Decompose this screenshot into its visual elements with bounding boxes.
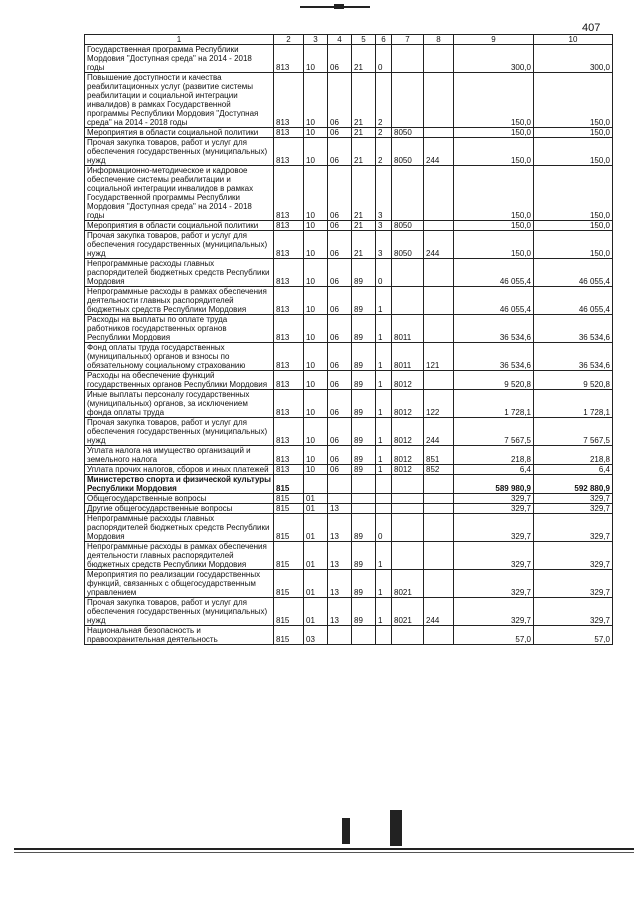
- cell-admin-code: 815: [274, 514, 304, 542]
- cell-program: 89: [352, 418, 376, 446]
- cell-expense-type: [424, 371, 454, 390]
- table-row: [85, 542, 613, 570]
- cell-amount-2015: 218,8: [454, 446, 534, 465]
- cell-subsection: [328, 475, 352, 494]
- cell-expense-type: [424, 494, 454, 504]
- cell-amount-2016: 6,4: [534, 465, 613, 475]
- cell-section: 10: [304, 343, 328, 371]
- table-row: [85, 598, 613, 626]
- cell-name: Уплата налога на имущество организаций и земельного налога: [85, 446, 274, 465]
- cell-target-article: 8012: [392, 446, 424, 465]
- cell-admin-code: 813: [274, 138, 304, 166]
- cell-name: Другие общегосударственные вопросы: [85, 504, 274, 514]
- cell-program: 89: [352, 542, 376, 570]
- scan-artifact-bottom-block: [390, 810, 402, 846]
- column-header: 10: [534, 35, 613, 45]
- cell-amount-2016: 46 055,4: [534, 259, 613, 287]
- cell-target-article: 8012: [392, 371, 424, 390]
- cell-expense-type: 244: [424, 231, 454, 259]
- table-body: [85, 45, 613, 645]
- cell-target-article: [392, 514, 424, 542]
- cell-subprogram: 3: [376, 231, 392, 259]
- cell-amount-2015: 6,4: [454, 465, 534, 475]
- cell-admin-code: 813: [274, 371, 304, 390]
- cell-amount-2016: 329,7: [534, 494, 613, 504]
- cell-admin-code: 813: [274, 315, 304, 343]
- cell-amount-2015: 46 055,4: [454, 259, 534, 287]
- cell-admin-code: 813: [274, 418, 304, 446]
- cell-amount-2016: 329,7: [534, 598, 613, 626]
- cell-expense-type: 244: [424, 598, 454, 626]
- cell-subsection: 13: [328, 570, 352, 598]
- cell-amount-2016: 300,0: [534, 45, 613, 73]
- cell-target-article: 8012: [392, 418, 424, 446]
- cell-name: Министерство спорта и физической культуры Республики Мордовия: [85, 475, 274, 494]
- cell-amount-2015: 329,7: [454, 542, 534, 570]
- cell-section: 01: [304, 494, 328, 504]
- cell-expense-type: [424, 166, 454, 221]
- cell-subprogram: 1: [376, 371, 392, 390]
- cell-admin-code: 813: [274, 73, 304, 128]
- cell-program: 89: [352, 514, 376, 542]
- cell-section: 01: [304, 542, 328, 570]
- column-header: 1: [85, 35, 274, 45]
- cell-section: 03: [304, 626, 328, 645]
- cell-admin-code: 813: [274, 343, 304, 371]
- cell-program: 89: [352, 259, 376, 287]
- bottom-rule: [14, 848, 634, 850]
- cell-subprogram: 2: [376, 128, 392, 138]
- column-header: 3: [304, 35, 328, 45]
- cell-amount-2015: 329,7: [454, 570, 534, 598]
- cell-expense-type: [424, 315, 454, 343]
- table-row: [85, 259, 613, 287]
- cell-program: [352, 494, 376, 504]
- cell-expense-type: [424, 128, 454, 138]
- cell-section: 10: [304, 45, 328, 73]
- table-row: [85, 504, 613, 514]
- cell-expense-type: 851: [424, 446, 454, 465]
- cell-expense-type: [424, 287, 454, 315]
- cell-amount-2015: 57,0: [454, 626, 534, 645]
- cell-subsection: 13: [328, 542, 352, 570]
- cell-amount-2015: 36 534,6: [454, 315, 534, 343]
- cell-amount-2015: 7 567,5: [454, 418, 534, 446]
- cell-name: Непрограммные расходы главных распорядителей бюджетных средств Республики Мордовия: [85, 259, 274, 287]
- cell-expense-type: 244: [424, 138, 454, 166]
- scan-artifact-top-dot: [334, 4, 344, 9]
- cell-amount-2015: 300,0: [454, 45, 534, 73]
- cell-amount-2015: 1 728,1: [454, 390, 534, 418]
- cell-section: 10: [304, 73, 328, 128]
- cell-amount-2015: 150,0: [454, 221, 534, 231]
- cell-section: [304, 475, 328, 494]
- cell-name: Мероприятия в области социальной политики: [85, 221, 274, 231]
- table-row: [85, 231, 613, 259]
- cell-subprogram: 1: [376, 390, 392, 418]
- table-row: [85, 343, 613, 371]
- cell-admin-code: 813: [274, 446, 304, 465]
- cell-section: 10: [304, 446, 328, 465]
- cell-subprogram: 0: [376, 45, 392, 73]
- cell-amount-2016: 150,0: [534, 221, 613, 231]
- cell-target-article: [392, 504, 424, 514]
- table-row: [85, 221, 613, 231]
- cell-section: 10: [304, 315, 328, 343]
- cell-target-article: 8050: [392, 138, 424, 166]
- cell-name: Иные выплаты персоналу государственных (муниципальных) органов, за исключением фонда оплаты труда: [85, 390, 274, 418]
- scan-artifact-bottom: [342, 818, 350, 844]
- cell-name: Прочая закупка товаров, работ и услуг для обеспечения государственных (муниципальных) нужд: [85, 418, 274, 446]
- cell-target-article: [392, 73, 424, 128]
- cell-subprogram: 1: [376, 542, 392, 570]
- table-row: [85, 514, 613, 542]
- cell-subprogram: 0: [376, 259, 392, 287]
- cell-subsection: 06: [328, 128, 352, 138]
- cell-admin-code: 815: [274, 598, 304, 626]
- cell-program: 21: [352, 166, 376, 221]
- cell-target-article: 8012: [392, 465, 424, 475]
- cell-subsection: 06: [328, 166, 352, 221]
- cell-amount-2016: 1 728,1: [534, 390, 613, 418]
- cell-admin-code: 813: [274, 128, 304, 138]
- cell-admin-code: 815: [274, 475, 304, 494]
- cell-section: 10: [304, 465, 328, 475]
- cell-section: 10: [304, 138, 328, 166]
- cell-admin-code: 815: [274, 504, 304, 514]
- cell-name: Государственная программа Республики Мордовия "Доступная среда" на 2014 - 2018 годы: [85, 45, 274, 73]
- cell-amount-2016: 36 534,6: [534, 343, 613, 371]
- column-header: 2: [274, 35, 304, 45]
- cell-subsection: 13: [328, 514, 352, 542]
- cell-target-article: 8050: [392, 221, 424, 231]
- column-header: 4: [328, 35, 352, 45]
- cell-admin-code: 813: [274, 390, 304, 418]
- cell-expense-type: [424, 221, 454, 231]
- cell-admin-code: 813: [274, 287, 304, 315]
- cell-subprogram: 2: [376, 138, 392, 166]
- cell-target-article: 8021: [392, 570, 424, 598]
- cell-subsection: [328, 626, 352, 645]
- cell-program: 89: [352, 598, 376, 626]
- cell-target-article: [392, 494, 424, 504]
- cell-subprogram: 1: [376, 287, 392, 315]
- cell-amount-2015: 329,7: [454, 514, 534, 542]
- cell-amount-2016: 150,0: [534, 73, 613, 128]
- cell-name: Прочая закупка товаров, работ и услуг для обеспечения государственных (муниципальных) нужд: [85, 138, 274, 166]
- cell-amount-2016: 57,0: [534, 626, 613, 645]
- cell-subsection: 06: [328, 390, 352, 418]
- cell-subprogram: 1: [376, 570, 392, 598]
- cell-section: 10: [304, 231, 328, 259]
- cell-subprogram: 1: [376, 418, 392, 446]
- cell-subprogram: 2: [376, 73, 392, 128]
- cell-amount-2016: 46 055,4: [534, 287, 613, 315]
- cell-amount-2015: 150,0: [454, 73, 534, 128]
- cell-name: Повышение доступности и качества реабилитационных услуг (развитие системы реабилитации и социальной интеграции инвалидов) в рамках Государственной программы Республики Мордовия "Доступная среда" на 2014 - 2018 годы: [85, 73, 274, 128]
- cell-section: 10: [304, 128, 328, 138]
- cell-subprogram: 1: [376, 598, 392, 626]
- column-header: 6: [376, 35, 392, 45]
- cell-admin-code: 813: [274, 221, 304, 231]
- cell-expense-type: [424, 259, 454, 287]
- cell-section: 10: [304, 287, 328, 315]
- cell-expense-type: 121: [424, 343, 454, 371]
- cell-amount-2015: 150,0: [454, 138, 534, 166]
- column-header: 7: [392, 35, 424, 45]
- cell-section: 01: [304, 514, 328, 542]
- cell-admin-code: 813: [274, 45, 304, 73]
- cell-admin-code: 813: [274, 231, 304, 259]
- cell-name: Общегосударственные вопросы: [85, 494, 274, 504]
- cell-subsection: 06: [328, 371, 352, 390]
- cell-admin-code: 813: [274, 259, 304, 287]
- cell-admin-code: 815: [274, 626, 304, 645]
- column-header: 8: [424, 35, 454, 45]
- cell-subsection: 13: [328, 598, 352, 626]
- cell-subprogram: [376, 475, 392, 494]
- cell-amount-2015: 150,0: [454, 166, 534, 221]
- column-header: 9: [454, 35, 534, 45]
- cell-target-article: [392, 287, 424, 315]
- cell-section: 01: [304, 504, 328, 514]
- cell-target-article: [392, 259, 424, 287]
- table-row: [85, 475, 613, 494]
- cell-subprogram: 1: [376, 343, 392, 371]
- cell-target-article: 8050: [392, 231, 424, 259]
- cell-expense-type: 244: [424, 418, 454, 446]
- cell-subprogram: 0: [376, 514, 392, 542]
- cell-name: Расходы на обеспечение функций государственных органов Республики Мордовия: [85, 371, 274, 390]
- cell-section: 10: [304, 221, 328, 231]
- cell-subsection: 06: [328, 45, 352, 73]
- cell-subsection: 06: [328, 446, 352, 465]
- cell-subsection: 06: [328, 73, 352, 128]
- table-row: [85, 128, 613, 138]
- cell-subsection: 13: [328, 504, 352, 514]
- cell-name: Мероприятия по реализации государственных функций, связанных с общегосударственным управлением: [85, 570, 274, 598]
- cell-expense-type: [424, 514, 454, 542]
- table-row: [85, 287, 613, 315]
- cell-target-article: [392, 542, 424, 570]
- cell-target-article: [392, 166, 424, 221]
- table-row: [85, 166, 613, 221]
- cell-name: Непрограммные расходы в рамках обеспечения деятельности главных распорядителей бюджетных средств Республики Мордовия: [85, 542, 274, 570]
- cell-amount-2015: 150,0: [454, 231, 534, 259]
- cell-section: 10: [304, 371, 328, 390]
- budget-table: [84, 34, 613, 645]
- cell-expense-type: [424, 475, 454, 494]
- cell-program: 89: [352, 390, 376, 418]
- column-header: 5: [352, 35, 376, 45]
- cell-program: 21: [352, 231, 376, 259]
- cell-target-article: 8021: [392, 598, 424, 626]
- cell-target-article: [392, 45, 424, 73]
- cell-program: 89: [352, 465, 376, 475]
- cell-program: 89: [352, 570, 376, 598]
- cell-target-article: 8011: [392, 315, 424, 343]
- table-row: [85, 626, 613, 645]
- cell-subprogram: 1: [376, 465, 392, 475]
- cell-amount-2016: 592 880,9: [534, 475, 613, 494]
- cell-subprogram: 3: [376, 221, 392, 231]
- cell-amount-2015: 150,0: [454, 128, 534, 138]
- cell-subprogram: 1: [376, 446, 392, 465]
- cell-name: Прочая закупка товаров, работ и услуг для обеспечения государственных (муниципальных) нужд: [85, 231, 274, 259]
- cell-program: [352, 626, 376, 645]
- cell-amount-2015: 9 520,8: [454, 371, 534, 390]
- cell-program: 89: [352, 343, 376, 371]
- cell-name: Непрограммные расходы в рамках обеспечения деятельности главных распорядителей бюджетных средств Республики Мордовия: [85, 287, 274, 315]
- table-header-row: [85, 35, 613, 45]
- cell-subprogram: [376, 494, 392, 504]
- cell-amount-2015: 329,7: [454, 598, 534, 626]
- cell-program: 21: [352, 128, 376, 138]
- cell-subsection: 06: [328, 315, 352, 343]
- cell-subsection: 06: [328, 343, 352, 371]
- cell-target-article: 8050: [392, 128, 424, 138]
- cell-admin-code: 815: [274, 570, 304, 598]
- cell-subprogram: [376, 504, 392, 514]
- cell-subsection: 06: [328, 465, 352, 475]
- cell-name: Информационно-методическое и кадровое обеспечение системы реабилитации и социальной интеграции инвалидов в рамках Государственной программы Республики Мордовия "Доступная среда" на 2014 - 2018 годы: [85, 166, 274, 221]
- cell-target-article: [392, 626, 424, 645]
- cell-program: 21: [352, 138, 376, 166]
- cell-amount-2016: 150,0: [534, 166, 613, 221]
- cell-amount-2016: 7 567,5: [534, 418, 613, 446]
- cell-expense-type: [424, 626, 454, 645]
- cell-amount-2016: 329,7: [534, 570, 613, 598]
- cell-section: 10: [304, 259, 328, 287]
- cell-program: 89: [352, 446, 376, 465]
- cell-amount-2016: 9 520,8: [534, 371, 613, 390]
- table-row: [85, 465, 613, 475]
- cell-amount-2016: 218,8: [534, 446, 613, 465]
- table-row: [85, 138, 613, 166]
- cell-subsection: 06: [328, 287, 352, 315]
- cell-program: 89: [352, 371, 376, 390]
- cell-amount-2016: 329,7: [534, 542, 613, 570]
- cell-expense-type: [424, 570, 454, 598]
- table-row: [85, 418, 613, 446]
- cell-subprogram: 1: [376, 315, 392, 343]
- cell-amount-2016: 329,7: [534, 504, 613, 514]
- cell-amount-2016: 150,0: [534, 138, 613, 166]
- table-row: [85, 570, 613, 598]
- cell-target-article: 8011: [392, 343, 424, 371]
- cell-expense-type: 852: [424, 465, 454, 475]
- table-row: [85, 73, 613, 128]
- cell-admin-code: 813: [274, 465, 304, 475]
- cell-amount-2016: 150,0: [534, 231, 613, 259]
- cell-subsection: 06: [328, 231, 352, 259]
- cell-name: Уплата прочих налогов, сборов и иных платежей: [85, 465, 274, 475]
- cell-name: Непрограммные расходы главных распорядителей бюджетных средств Республики Мордовия: [85, 514, 274, 542]
- cell-subsection: 06: [328, 259, 352, 287]
- cell-program: [352, 475, 376, 494]
- cell-expense-type: [424, 73, 454, 128]
- bottom-rule-thin: [14, 852, 634, 853]
- cell-program: 89: [352, 287, 376, 315]
- cell-amount-2015: 36 534,6: [454, 343, 534, 371]
- cell-name: Национальная безопасность и правоохранительная деятельность: [85, 626, 274, 645]
- cell-name: Прочая закупка товаров, работ и услуг для обеспечения государственных (муниципальных) нужд: [85, 598, 274, 626]
- cell-program: 89: [352, 315, 376, 343]
- cell-section: 10: [304, 418, 328, 446]
- cell-target-article: 8012: [392, 390, 424, 418]
- table-row: [85, 371, 613, 390]
- cell-section: 01: [304, 570, 328, 598]
- cell-subsection: 06: [328, 418, 352, 446]
- cell-section: 10: [304, 390, 328, 418]
- cell-admin-code: 815: [274, 494, 304, 504]
- table-row: [85, 446, 613, 465]
- cell-name: Фонд оплаты труда государственных (муниципальных) органов и взносы по обязательному социальному страхованию: [85, 343, 274, 371]
- cell-program: [352, 504, 376, 514]
- cell-admin-code: 813: [274, 166, 304, 221]
- cell-admin-code: 815: [274, 542, 304, 570]
- cell-expense-type: [424, 45, 454, 73]
- cell-expense-type: [424, 504, 454, 514]
- cell-program: 21: [352, 73, 376, 128]
- cell-name: Мероприятия в области социальной политики: [85, 128, 274, 138]
- table-row: [85, 390, 613, 418]
- cell-amount-2015: 329,7: [454, 504, 534, 514]
- cell-subsection: 06: [328, 138, 352, 166]
- cell-subsection: [328, 494, 352, 504]
- cell-section: 10: [304, 166, 328, 221]
- cell-amount-2016: 36 534,6: [534, 315, 613, 343]
- cell-name: Расходы на выплаты по оплате труда работников государственных органов Республики Мордовия: [85, 315, 274, 343]
- cell-amount-2015: 589 980,9: [454, 475, 534, 494]
- cell-expense-type: 122: [424, 390, 454, 418]
- cell-amount-2016: 329,7: [534, 514, 613, 542]
- page-number: 407: [582, 22, 601, 34]
- cell-amount-2015: 46 055,4: [454, 287, 534, 315]
- cell-subprogram: [376, 626, 392, 645]
- table-row: [85, 315, 613, 343]
- cell-target-article: [392, 475, 424, 494]
- cell-program: 21: [352, 221, 376, 231]
- cell-subsection: 06: [328, 221, 352, 231]
- cell-expense-type: [424, 542, 454, 570]
- cell-program: 21: [352, 45, 376, 73]
- table-row: [85, 45, 613, 73]
- cell-amount-2016: 150,0: [534, 128, 613, 138]
- cell-section: 01: [304, 598, 328, 626]
- cell-subprogram: 3: [376, 166, 392, 221]
- table-row: [85, 494, 613, 504]
- cell-amount-2015: 329,7: [454, 494, 534, 504]
